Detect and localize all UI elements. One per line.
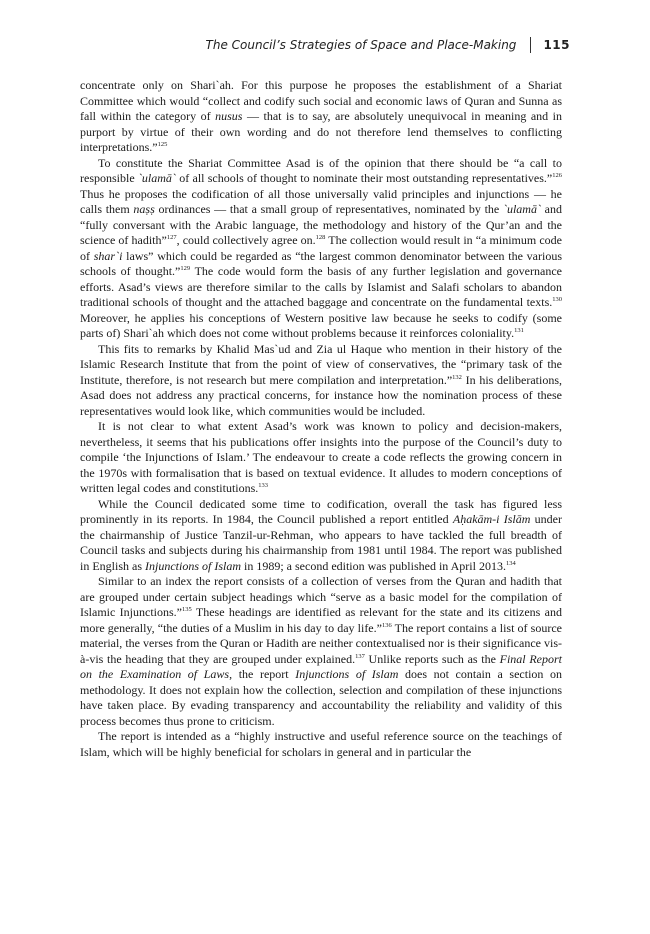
footnote-ref: 129 bbox=[180, 265, 191, 272]
text-run: Unlike reports such as the bbox=[364, 651, 500, 666]
text-run: The collection would result in “a minimum code of bbox=[80, 233, 562, 263]
footnote-ref: 136 bbox=[381, 621, 392, 629]
italic-term: naṣṣ bbox=[133, 202, 155, 216]
italic-term: `ulamā` bbox=[137, 171, 176, 185]
running-header bbox=[80, 34, 570, 56]
text-run: The code would form the basis of any further legislation and governance efforts. Asad’s views are therefore similar to the calls by Islamist and Salafi scholars to abandon traditional schools of thought and the attached baggage and concentrate on the fundamental texts. bbox=[80, 264, 562, 309]
text-run: in 1989; a second edition was published in April 2013. bbox=[241, 558, 506, 573]
italic-term: `ulamā` bbox=[502, 202, 541, 216]
text-run: Moreover, he applies his conceptions of Western positive law because he seeks to codify (some parts of) Shari`ah which does not come without problems because it reinforces coloniality. bbox=[80, 310, 562, 340]
text-run: , the report bbox=[229, 667, 296, 681]
italic-term: nusus bbox=[215, 109, 243, 123]
text-run: These headings are identified as relevant for the state and its citizens and more generally, “the duties of a Muslim in his day to day life.” bbox=[80, 605, 562, 635]
paragraph bbox=[80, 342, 562, 420]
footnote-ref: 125 bbox=[157, 141, 168, 148]
paragraph bbox=[80, 497, 562, 575]
text-run: — that is to say, are absolutely unequivocal in meaning and in purport by virtue of their own wording and do not therefore lend themselves to conflicting interpretations.” bbox=[80, 109, 562, 154]
text-run: , could collectively agree on. bbox=[176, 233, 316, 247]
text-run: and “fully conversant with the Arabic language, the methodology and history of the Qur’an and the science of hadith” bbox=[80, 202, 562, 247]
paragraph bbox=[80, 574, 562, 729]
footnote-ref: 133 bbox=[258, 482, 269, 489]
italic-term: Final Report on the Examination of Laws bbox=[80, 651, 562, 681]
page-number: 115 bbox=[543, 38, 570, 52]
footnote-ref: 137 bbox=[355, 652, 365, 660]
footnote-ref: 131 bbox=[514, 327, 524, 334]
paragraph bbox=[80, 78, 562, 156]
header-divider bbox=[530, 37, 531, 53]
footnote-ref: 134 bbox=[505, 559, 516, 567]
text-run: It is not clear to what extent Asad’s work was known to policy and decision-makers, nevertheless, it seems that his publications offer insights into the purpose of the Council’s duty to compile ‘the Injunctions of Islam.’ The endeavour to create a code reflects the growing concern in the 1970s with formalisation that is based on textual evidence. It alludes to modern conceptions of written legal codes and constitutions. bbox=[80, 419, 562, 495]
body-text bbox=[80, 78, 562, 760]
text-run: This fits to remarks by Khalid Mas`ud and Zia ul Haque who mention in their history of the Islamic Research Institute that from the point of view of conservatives, the “primary task of the Institute, therefore, is not research but mere compilation and interpretation.” bbox=[80, 341, 562, 387]
text-run: of all schools of thought to nominate their most outstanding representatives.” bbox=[175, 171, 553, 185]
italic-term: Aḥakām-i Islām bbox=[452, 512, 531, 526]
text-run: In his deliberations, Asad does not address any practical concerns, for instance how the nomination process of these representatives would look like, which communities would be included. bbox=[80, 372, 562, 418]
footnote-ref: 126 bbox=[552, 172, 562, 179]
text-run: Similar to an index the report consists of a collection of verses from the Quran and hadith that are grouped under certain subject headings which “serve as a basic model for the compilation of Islamic Injunctions.” bbox=[80, 574, 562, 619]
footnote-ref: 128 bbox=[315, 234, 326, 241]
footnote-ref: 130 bbox=[552, 296, 562, 303]
text-run: concentrate only on Shari`ah. For this purpose he proposes the establishment of a Shariat Committee which would “collect and codify such social and economic laws of Quran and Sunna as fall within the category of bbox=[80, 78, 562, 123]
text-run: The report contains a list of source material, the verses from the Quran or Hadith are neither contextualised nor is their significance vis-à-vis the heading that they are grouped under explained. bbox=[80, 620, 562, 666]
italic-term: Injunctions of Islam bbox=[145, 558, 241, 573]
paragraph bbox=[80, 729, 562, 760]
text-run: laws” which could be regarded as “the largest common denominator between the various schools of thought.” bbox=[80, 248, 563, 278]
footnote-ref: 132 bbox=[452, 373, 462, 381]
italic-term: shar`i bbox=[93, 248, 123, 263]
running-title: The Council’s Strategies of Space and Place-Making bbox=[205, 38, 517, 52]
text-run: To constitute the Shariat Committee Asad is of the opinion that there should be “a call to responsible bbox=[80, 155, 562, 185]
text-run: Thus he proposes the codification of all those universally valid principles and injunctions — he calls them bbox=[80, 186, 562, 216]
paragraph bbox=[80, 156, 562, 342]
paragraph bbox=[80, 419, 562, 497]
footnote-ref: 127 bbox=[166, 234, 177, 241]
text-run: The report is intended as a “highly instructive and useful reference source on the teachings of Islam, which will be highly beneficial for scholars in general and in particular the bbox=[80, 729, 562, 759]
italic-term: Injunctions of Islam bbox=[295, 667, 399, 681]
footnote-ref: 135 bbox=[182, 606, 192, 613]
text-run: While the Council dedicated some time to codification, overall the task has figured less prominently in its reports. In 1984, the Council published a report entitled bbox=[80, 496, 562, 526]
text-run: under the chairmanship of Justice Tanzil-ur-Rehman, who appears to have tackled the full breadth of Council tasks and subjects during his chairmanship from 1981 until 1984. The report was published in English as bbox=[80, 512, 562, 573]
text-run: ordinances — that a small group of representatives, nominated by the bbox=[154, 202, 503, 216]
text-run: does not contain a section on methodology. It does not explain how the collection, selection and compilation of these injunctions have taken place. By evading transparency and accountability the reliability and validity of this process becomes thus prone to criticism. bbox=[80, 667, 563, 728]
